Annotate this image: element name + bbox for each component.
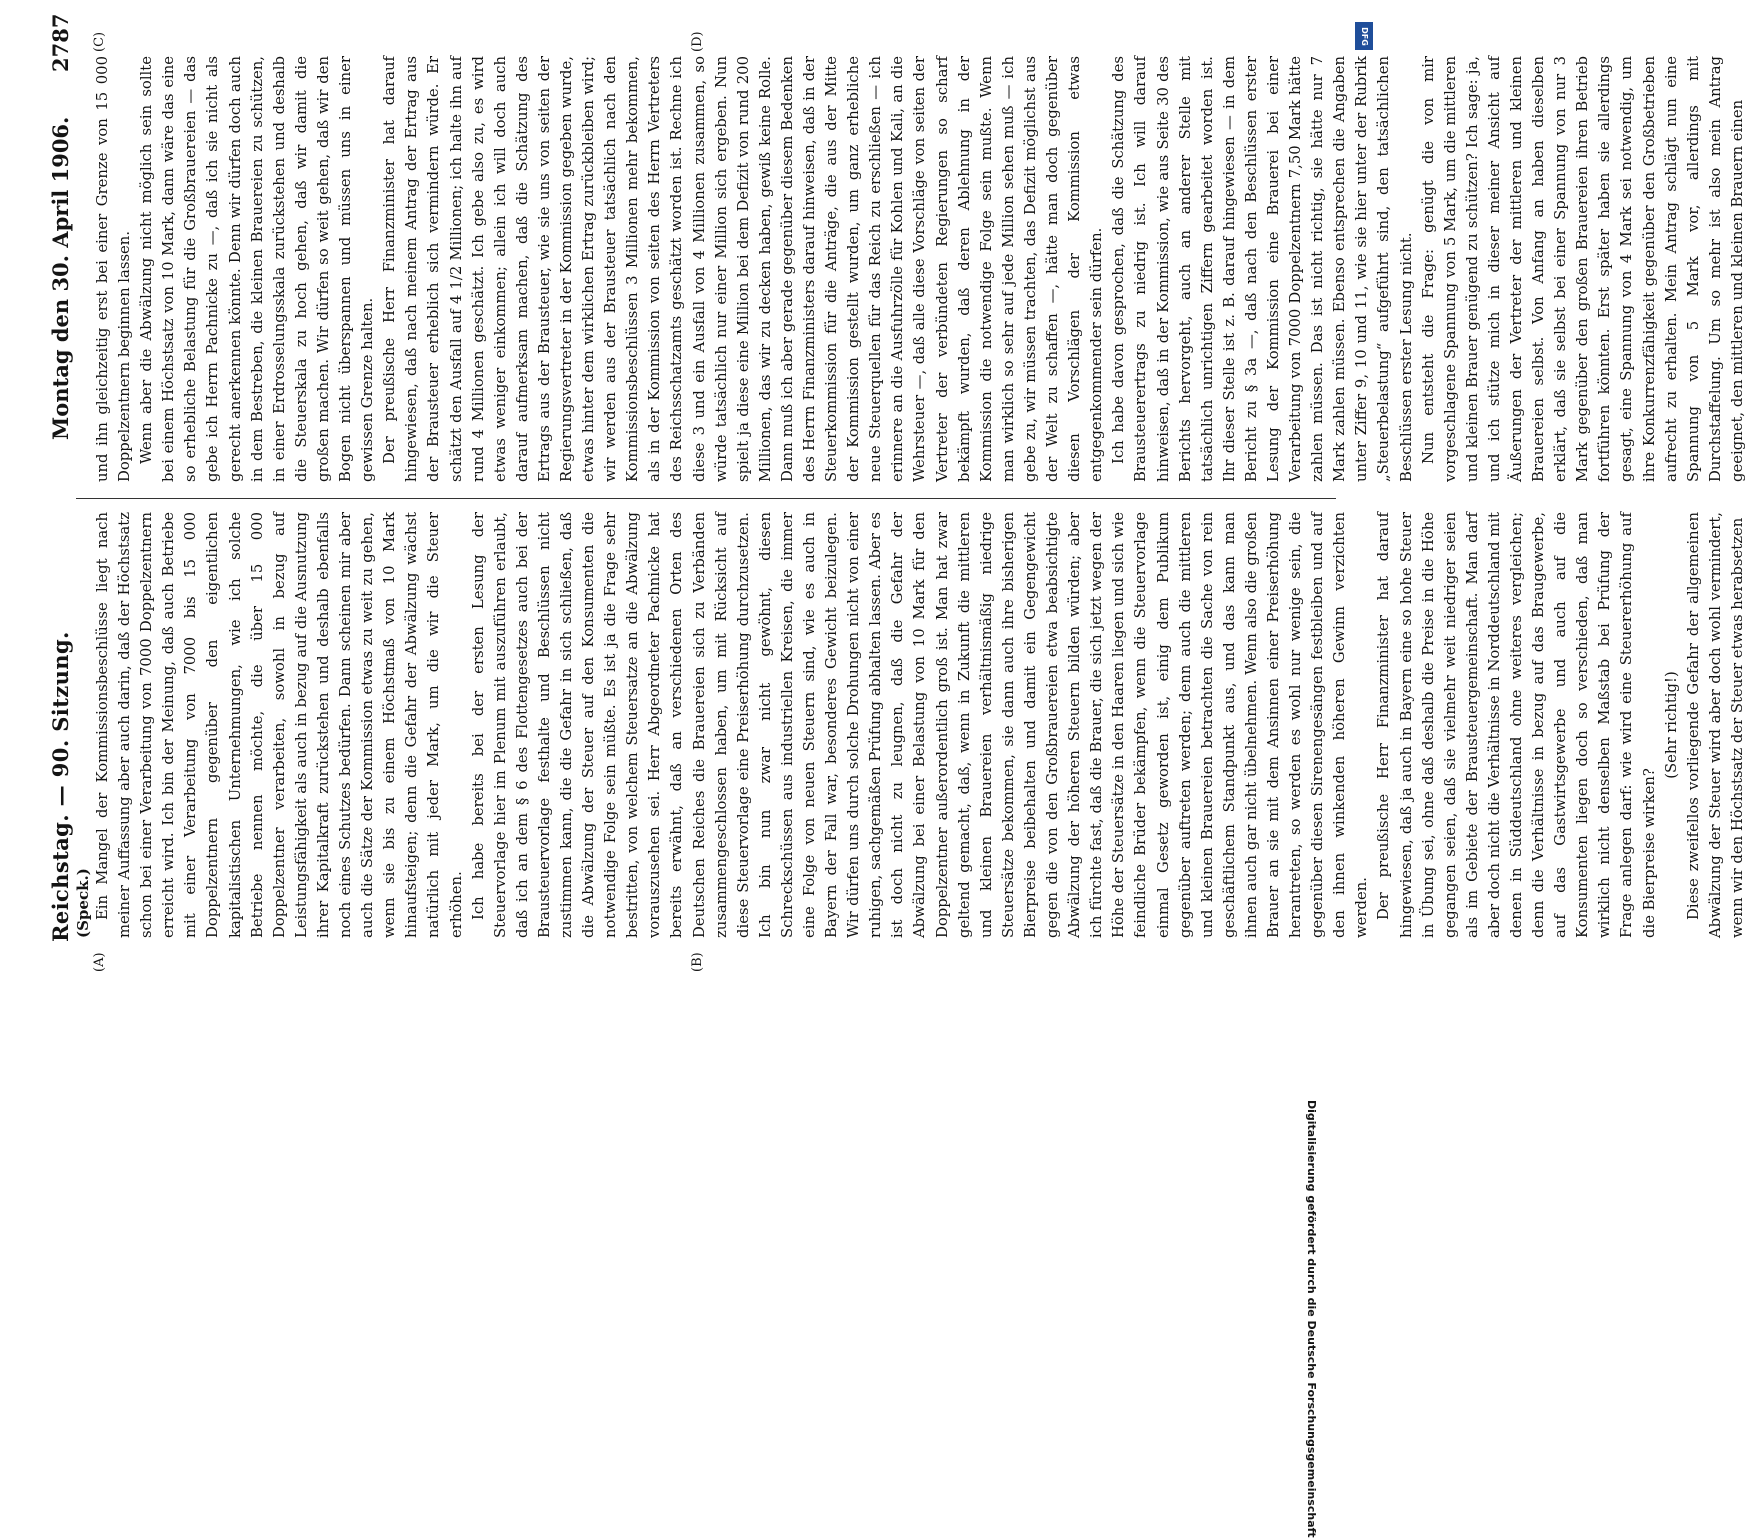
page-number: 2787 [48, 13, 73, 72]
dfg-logo [1355, 22, 1373, 50]
chamber-session-header: Reichstag. — 90. Sitzung. [48, 631, 73, 942]
paragraph: Ich habe davon gesprochen, daß die Schätzung des Brausteuerertrags zu niedrig ist. Ich will darauf hinweisen, daß in der Kommission, wie aus Seite 30 des Berichts hervorgeht, auch an anderer Stelle mit tatsächlich unrichtigen Ziffern gearbeitet worden ist. Ihr dieser Stelle ist z. B. darauf hingewiesen — in dem Bericht zu § 3a —, daß nach den Beschlüssen erster Lesung der Kommission eine Brauerei bei einer Verarbeitung von 7000 Doppelzentnern 7,50 Mark hätte zahlen müssen. Das ist nicht richtig, sie hätte nur 7 Mark zahlen müssen. Ebenso entsprechen die Angaben unter Ziffer 9, 10 und 11, wie sie hier unter der Rubrik „Steuerbelastung“ aufgeführt sind, den tatsächlichen Beschlüssen erster Lesung nicht. [1110, 56, 1415, 482]
paragraph: Nun entsteht die Frage: genügt die von mir vorgeschlagene Spannung von 5 Mark, um die mittleren und kleinen Brauer genügend zu schützen? Ich sage: ja, und ich stütze mich in dieser meiner Ansicht auf Äußerungen der Vertreter der mittleren und kleinen Brauereien selbst. Von Anfang an haben dieselben erklärt, daß sie selbst bei einer Spannung von nur 3 Mark gegenüber den großen Brauereien ihren Betrieb fortführen könnten. Erst später haben sie allerdings gesagt, eine Spannung von 4 Mark sei notwendig, um ihre Konkurrenzfähigkeit gegenüber den Großbetrieben aufrecht zu erhalten. Mein Antrag schlägt nun eine Spannung von 5 Mark vor, allerdings mit Durchstaffelung. Um so mehr ist also mein Antrag geeignet, den mittleren und kleinen Brauern einen [1419, 56, 1746, 482]
margin-mark-b: (B) [690, 952, 705, 972]
paragraph: Ich habe bereits bei der ersten Lesung der Steuervorlage hier im Plenum mit auszuführen erlaubt, daß ich an dem § 6 des Flottengesetzes auch bei der Brausteuervorlage festhalte und Beschlüssen nicht zustimmen kann, die die Gefahr in sich schließen, daß die Abwälzung der Steuer auf den Konsumenten die notwendige Folge sein müßte. Es ist ja die Frage sehr bestritten, von welchem Steuersatze an die Abwälzung vorauszusehen sei. Herr Abgeordneter Pachnicke hat bereits erwähnt, daß an verschiedenen Orten des Deutschen Reiches die Brauereien sich zu Verbänden zusammengeschlossen haben, um mit Rücksicht auf diese Steuervorlage eine Preiserhöhung durchzusetzen. Ich bin nun zwar nicht gewöhnt, diesen Schreckschüssen aus industriellen Kreisen, die immer eine Folge von neuen Steuern sind, wie es auch in Bayern der Fall war, besonderes Gewicht beizulegen. Wir dürfen uns durch solche Drohungen nicht von einer ruhigen, sachgemäßen Prüfung abhalten lassen. Aber es ist doch nicht zu leugnen, daß die Gefahr der Abwälzung bei einer Belastung von 10 Mark für den Doppelzentner außerordentlich groß ist. Man hat zwar geltend gemacht, daß, wenn in Zukunft die mittleren und kleinen Brauereien verhältnismäßig niedrige Steuersätze bekommen, sie dann auch ihre bisherigen Bierpreise beibehalten und damit ein Gegengewicht gegen die von den Großbrauereien etwa beabsichtigte Abwälzung der höheren Steuern bilden würden; aber ich fürchte fast, daß die Brauer, die sich jetzt wegen der Höhe der Steuersätze in den Haaren liegen und sich wie feindliche Brüder bekämpfen, wenn die Steuervorlage einmal Gesetz geworden ist, einig dem Publikum gegenüber auftreten werden; denn auch die mittleren und kleinen Brauereien betrachten die Sache von rein geschäftlichem Standpunkt aus, und das kann man ihnen auch gar nicht übelnehmen. Wenn also die großen Brauer an sie mit dem Ansinnen einer Preiserhöhung herantreten, so werden es wohl nur wenige sein, die gegenüber diesen Sirenengesängen festbleiben und auf den ihnen winkenden höheren Gewinn verzichten werden. [469, 512, 1371, 938]
date-header: Montag den 30. April 1906. [48, 116, 73, 440]
margin-mark-c: (C) [92, 31, 107, 52]
paragraph: Der preußische Herr Finanzminister hat darauf hingewiesen, daß ja auch in Bayern eine so hohe Steuer in Übung sei, ohne daß deshalb die Preise in die Höhe gegangen seien, daß sie vielmehr weit niedriger seien als im Gebiete der Brausteuergemeinschaft. Man darf aber doch nicht die Verhältnisse in Norddeutschland mit denen in Süddeutschland ohne weiteres vergleichen; denn die Verhältnisse in bezug auf das Braugewerbe, auf das Gastwirtsgewerbe und auch auf die Konsumenten liegen doch so verschieden, daß man wirklich nicht denselben Maßstab bei Prüfung der Frage anlegen darf: wie wird eine Steuererhöhung auf die Bierpreise wirken? [1375, 512, 1658, 938]
paragraph: Diese zweifellos vorliegende Gefahr der allgemeinen Abwälzung der Steuer wird aber doch wohl vermindert, wenn wir den Höchstsatz der Steuer etwas herabsetzen [1684, 512, 1746, 938]
left-column [92, 512, 1746, 938]
speaker-name: (Speck.) [74, 868, 92, 938]
paragraph: Ein Mangel der Kommissionsbeschlüsse liegt nach meiner Auffassung aber auch darin, daß der Höchstsatz schon bei einer Verarbeitung von 7000 Doppelzentnern erreicht wird. Ich bin der Meinung, daß auch Betriebe mit einer Verarbeitung von 7000 bis 15 000 Doppelzentnern gegenüber den eigentlichen kapitalistischen Unternehmungen, wie ich solche Betriebe nennen möchte, die über 15 000 Doppelzentner verarbeiten, sowohl in bezug auf Leistungsfähigkeit als auch in bezug auf die Ausnutzung ihrer Kapitalkraft zurückstehen und deshalb ebenfalls noch eines Schutzes bedürfen. Dann scheinen mir aber auch die Sätze der Kommission etwas zu weit zu gehen, wenn sie bis zu einem Höchstmaß von 10 Mark hinaufsteigen; denn die Gefahr der Abwälzung wächst natürlich mit jeder Mark, um die wir die Steuer erhöhen. [94, 512, 465, 938]
dfg-logo-text: DFG [1359, 26, 1369, 46]
paragraph: und ihn gleichzeitig erst bei einer Grenze von 15 000 Doppelzentnern beginnen lassen. [94, 56, 134, 482]
margin-mark-d: (D) [690, 31, 705, 52]
paragraph: Wenn aber die Abwälzung nicht möglich sein sollte bei einem Höchstsatz von 10 Mark, dann wäre das eine so erhebliche Belastung für die Großbrauereien — das gebe ich Herrn Pachnicke zu —, daß ich sie nicht als gerecht anerkennen könnte. Denn wir dürfen doch auch in dem Bestreben, die kleinen Brauereien zu schützen, in einer Erdrosselungsskala zurückstehen und deshalb die Steuerskala zu hoch gehen, daß wir damit die großen machen. Wir dürfen so weit gehen, daß wir den Bogen nicht überspannen und müssen uns in einer gewissen Grenze halten. [138, 56, 377, 482]
applause-note: (Sehr richtig!) [1662, 671, 1680, 779]
digitization-credit: Digitalisierung gefördert durch die Deutsche Forschungsgemeinschaft [1305, 1100, 1318, 1538]
margin-mark-a: (A) [92, 952, 107, 972]
right-column [92, 56, 1746, 482]
column-divider [76, 498, 1336, 499]
paragraph: Der preußische Herr Finanzminister hat darauf hingewiesen, daß nach meinem Antrag der Ertrag aus der Brausteuer erheblich sich vermindern würde. Er schätzt den Ausfall auf 4 1/2 Millionen; ich halte ihn auf rund 4 Millionen geschätzt. Ich gebe also zu, es wird etwas weniger einkommen; allein ich will doch auch darauf aufmerksam machen, daß die Schätzung des Ertrags aus der Brausteuer, wie sie uns von seiten der Regierungsvertreter in der Kommission gegeben wurde, etwas hinter dem wirklichen Ertrag zurückbleiben wird; wir werden aus der Brausteuer tatsächlich nach den Kommissionsbeschlüssen 3 Millionen mehr bekommen, als in der Kommission von seiten des Herrn Vertreters des Reichsschatzamts geschätzt worden ist. Rechne ich diese 3 und ein Ausfall von 4 Millionen zusammen, so würde tatsächlich nur einer Million sich ergeben. Nun spielt ja diese eine Million bei dem Defizit von rund 200 Millionen, das wir zu decken haben, gewiß keine Rolle. Dann muß ich aber gerade gegenüber diesem Bedenken des Herrn Finanzministers darauf hinweisen, daß in der Steuerkommission für die Anträge, die aus der Mitte der Kommission gestellt wurden, um ganz erhebliche neue Steuerquellen für das Reich zu erschließen — ich erinnere an die Ausfuhrzölle für Kohlen und Kali, an die Wehrsteuer —, daß alle diese Vorschläge von seiten der Vertreter der verbündeten Regierungen so scharf bekämpft wurden, daß deren Ablehnung in der Kommission die notwendige Folge sein mußte. Wenn man wirklich so sehr auf jede Million sehen muß — ich gebe zu, wir müssen trachten, das Defizit möglichst aus der Welt zu schaffen —, hätte man doch gegenüber diesen Vorschlägen der Kommission etwas entgegenkommender sein dürfen. [381, 56, 1106, 482]
